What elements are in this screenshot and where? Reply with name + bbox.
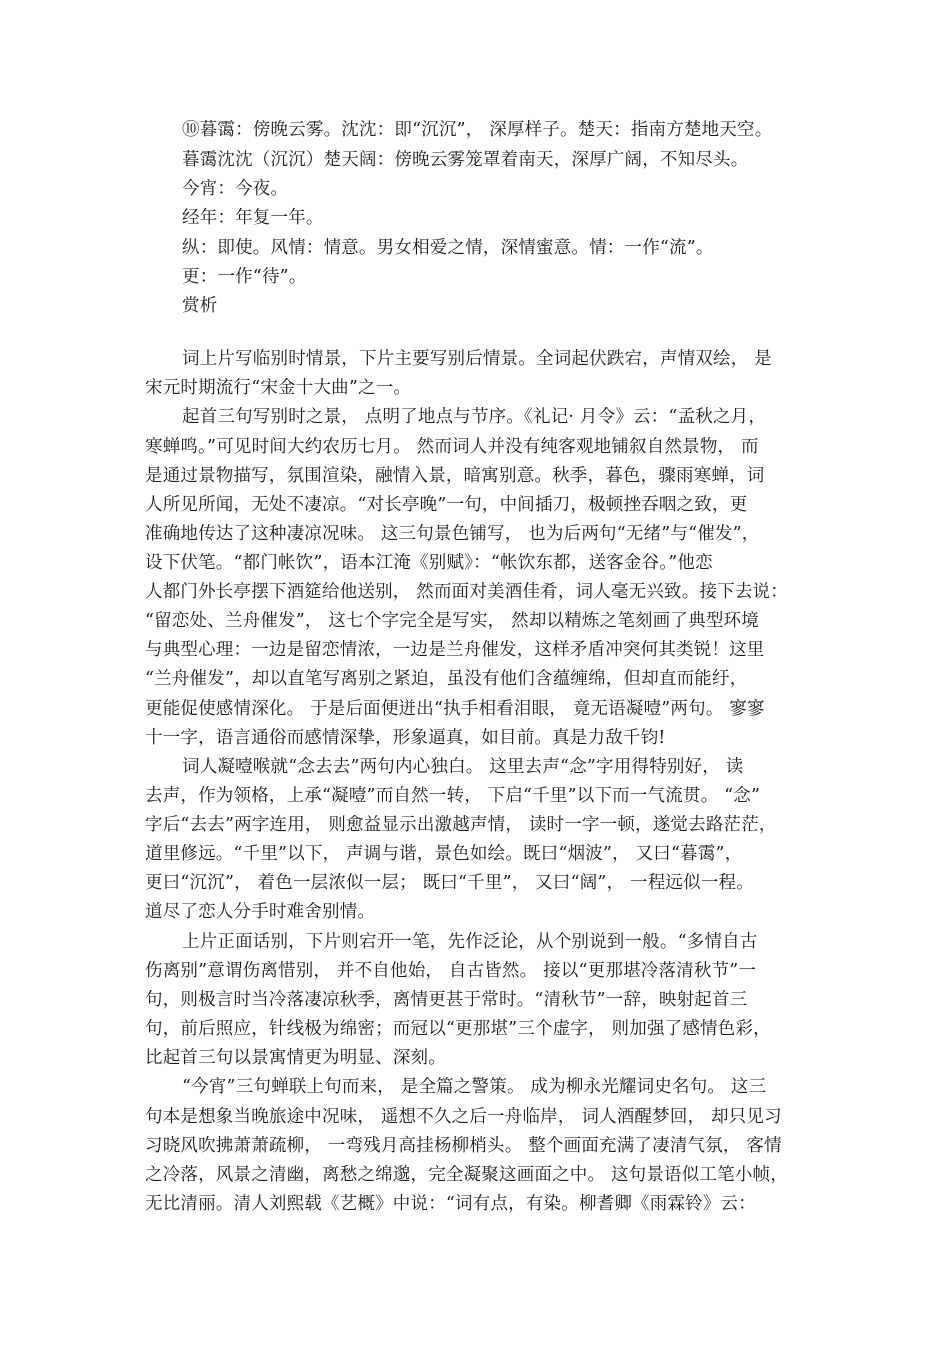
paragraph-line: 句，则极言时当冷落凄凉秋季，离情更甚于常时。“清秋节”一辞，映射起首三 — [145, 990, 748, 1010]
note-line: 今宵：今夜。 — [182, 179, 289, 199]
paragraph-line: 上片正面话别，下片则宕开一笔，先作泛论，从个别说到一般。“多情自古 — [182, 932, 758, 952]
paragraph-line: 准确地传达了这种凄凉况味。 这三句景色铺写， 也为后两句“无绪”与“催发”， — [145, 524, 760, 544]
paragraph-line: 道尽了恋人分手时难舍别情。 — [145, 902, 376, 922]
note-line: 暮霭沈沈（沉沉）楚天阔：傍晚云雾笼罩着南天，深厚广阔，不知尽头。 — [182, 150, 749, 170]
paragraph-line: 人所见所闻，无处不凄凉。“对长亭晚”一句，中间插刀，极顿挫吞咽之致，更 — [145, 495, 748, 515]
section-title: 赏析 — [182, 296, 218, 316]
paragraph-line: 与典型心理：一边是留恋情浓，一边是兰舟催发，这样矛盾冲突何其类锐！这里 — [145, 640, 765, 660]
paragraph-line: “兰舟催发”，却以直笔写离别之紧迫，虽没有他们含蕴缠绵，但却直而能纡， — [145, 669, 748, 689]
paragraph-line: 寒蝉鸣。”可见时间大约农历七月。 然而词人并没有纯客观地铺叙自然景物， 而 — [145, 437, 759, 457]
note-line: 更：一作“待”。 — [182, 267, 307, 287]
paragraph-line: 更曰“沉沉”， 着色一层浓似一层； 既曰“千里”， 又曰“阔”， 一程远似一程。 — [145, 873, 754, 893]
paragraph-line: 之冷落，风景之清幽，离愁之绵邈，完全凝聚这画面之中。 这句景语似工笔小帧， — [145, 1165, 788, 1185]
paragraph-line: 伤离别”意谓伤离惜别， 并不自他始， 自古皆然。 接以“更那堪冷落清秋节”一 — [145, 961, 757, 981]
paragraph-line: “留恋处、兰舟催发”， 这七个字完全是写实， 然却以精炼之笔刻画了典型环境 — [145, 611, 759, 631]
paragraph-line: 词上片写临别时情景，下片主要写别后情景。全词起伏跌宕，声情双绘， 是 — [182, 349, 772, 369]
paragraph-line: 宋元时期流行“宋金十大曲”之一。 — [145, 378, 412, 398]
paragraph-line: “今宵”三句蝉联上句而来， 是全篇之警策。 成为柳永光耀词史名句。 这三 — [182, 1077, 767, 1097]
paragraph-line: 人都门外长亭摆下酒筵给他送别， 然而面对美酒佳肴，词人毫无兴致。接下去说： — [145, 582, 788, 602]
paragraph-line: 起首三句写别时之景， 点明了地点与节序。《礼记· 月令》云：“孟秋之月， — [182, 407, 767, 427]
paragraph-line: 更能促使感情深化。 于是后面便迸出“执手相看泪眼， 竟无语凝噎”两句。 寥寥 — [145, 699, 765, 719]
paragraph-line: 词人凝噎喉就“念去去”两句内心独白。 这里去声“念”字用得特别好， 读 — [182, 757, 744, 777]
paragraph-line: 无比清丽。清人刘熙载《艺概》中说：“词有点，有染。柳耆卿《雨霖铃》云： — [145, 1194, 756, 1214]
paragraph-line: 字后“去去”两字连用， 则愈益显示出激越声情， 读时一字一顿，遂觉去路茫茫， — [145, 815, 777, 835]
paragraph-line: 去声，作为领格，上承“凝噎”而自然一转， 下启“千里”以下而一气流贯。 “念” — [145, 786, 761, 806]
paragraph-line: 句本是想象当晚旅途中况味， 遥想不久之后一舟临岸， 词人酒醒梦回， 却只见习 — [145, 1107, 782, 1127]
note-line: 纵：即使。风情：情意。男女相爱之情，深情蜜意。情：一作“流”。 — [182, 238, 714, 258]
paragraph-line: 设下伏笔。“都门帐饮”，语本江淹《别赋》：“帐饮东都，送客金谷。”他恋 — [145, 553, 713, 573]
note-line: ⑩暮霭：傍晚云雾。沈沈：即“沉沉”， 深厚样子。楚天：指南方楚地天空。 — [182, 120, 773, 140]
paragraph-line: 是通过景物描写，氛围渲染，融情入景，暗寓别意。秋季，暮色，骤雨寒蝉，词 — [145, 466, 765, 486]
paragraph-line: 比起首三句以景寓情更为明显、深刻。 — [145, 1048, 446, 1068]
paragraph-line: 句，前后照应，针线极为绵密；而冠以“更那堪”三个虚字， 则加强了感情色彩， — [145, 1019, 771, 1039]
paragraph-line: 道里修远。“千里”以下， 声调与谐，景色如绘。既曰“烟波”， 又曰“暮霭”， — [145, 844, 743, 864]
paragraph-line: 十一字，语言通俗而感情深挚，形象逼真，如目前。真是力敌千钧! — [145, 728, 666, 748]
note-line: 经年：年复一年。 — [182, 208, 324, 228]
paragraph-line: 习晓风吹拂萧萧疏柳， 一弯残月高挂杨柳梢头。 整个画面充满了凄清气氛， 客情 — [145, 1136, 782, 1156]
